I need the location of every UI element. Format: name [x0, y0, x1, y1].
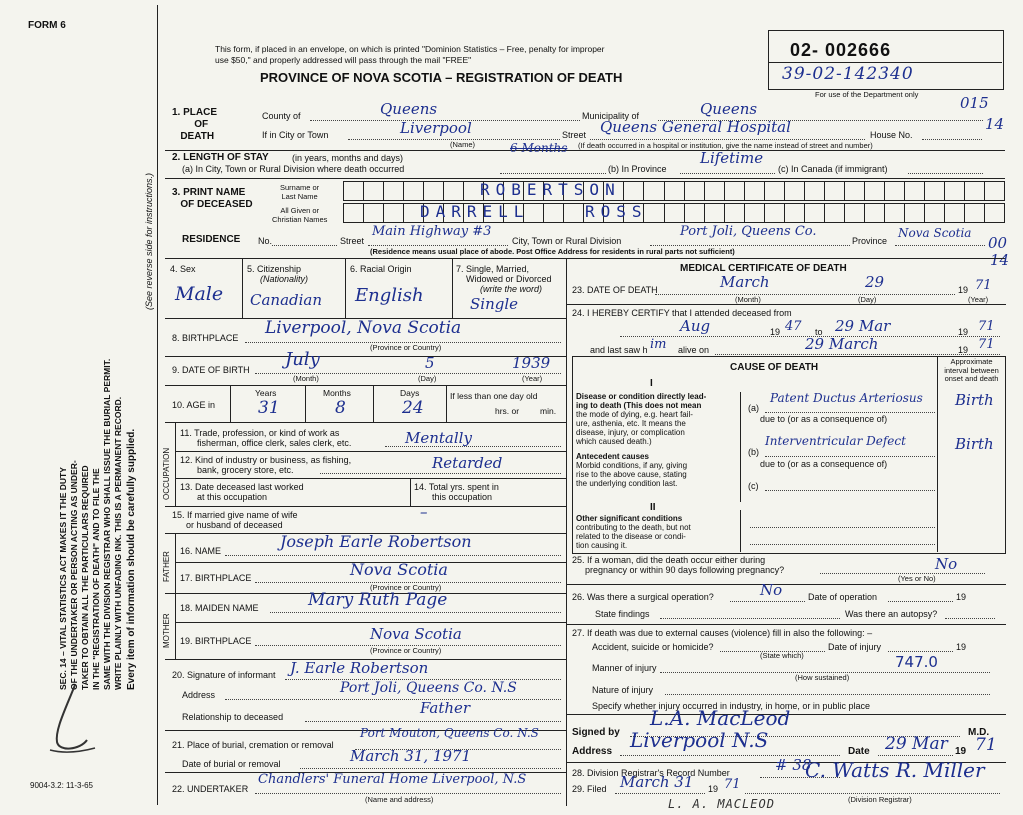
medical-title: MEDICAL CERTIFICATE OF DEATH	[680, 263, 847, 274]
racial-label: 6. Racial Origin	[350, 264, 412, 274]
municipality-label: Municipality of	[582, 111, 640, 121]
cause-a-label: (a)	[748, 403, 759, 413]
attend-from-year-prefix: 19	[770, 327, 781, 337]
residence-no-label: No.	[258, 236, 273, 246]
q25-label-b: pregnancy or within 90 days following pregnancy?	[585, 565, 785, 575]
occ12-value: Retarded	[432, 454, 503, 472]
death-month: March	[720, 273, 770, 291]
age-days: 24	[402, 398, 424, 418]
occ14-label-b: this occupation	[432, 492, 493, 502]
occ15-label-a: 15. If married give name of wife	[172, 510, 298, 520]
death-day-label: (Day)	[858, 295, 877, 304]
mother-birthplace: Nova Scotia	[370, 625, 462, 643]
cause-b-label: (b)	[748, 447, 759, 457]
residence-city-value: Port Joli, Queens Co.	[680, 224, 817, 239]
alive-date: 29 March	[805, 335, 879, 353]
burial-place-label: 21. Place of burial, cremation or removal	[172, 740, 334, 750]
stay-b-label: (b) In Province	[608, 164, 667, 174]
nature-label: Nature of injury	[592, 685, 654, 695]
county-label: County of	[262, 111, 301, 121]
q25-value: No	[935, 555, 958, 573]
date-injury-19: 19	[956, 642, 967, 652]
q26-value: No	[760, 581, 783, 599]
attend-from: Aug	[680, 317, 711, 335]
interval-label: Approximate interval between onset and death	[944, 357, 999, 383]
interval-b: Birth	[955, 435, 994, 453]
last-saw-hw: im	[650, 337, 667, 352]
surname-cells	[343, 181, 1005, 201]
signed-by-label: Signed by	[572, 727, 620, 738]
surname-label: Surname or Last Name	[280, 183, 320, 201]
marital-value: Single	[470, 295, 519, 313]
father-name: Joseph Earle Robertson	[280, 532, 472, 551]
municipality-value: Queens	[700, 100, 758, 118]
sex-label: 4. Sex	[170, 264, 196, 274]
given1-value: DARRELL	[420, 202, 530, 221]
marital-label-2: Widowed or Divorced	[466, 274, 552, 284]
father-bp-sub: (Province or Country)	[370, 583, 442, 592]
length-of-stay-label: 2. LENGTH OF STAY	[172, 152, 269, 163]
printed-name: L. A. MACLEOD	[668, 797, 775, 811]
age-days-label: Days	[400, 388, 420, 398]
burial-place: Port Mouton, Queens Co. N.S	[360, 726, 539, 740]
autopsy-label: Was there an autopsy?	[845, 609, 938, 619]
interval-a: Birth	[955, 391, 994, 409]
informant-address-label: Address	[182, 690, 216, 700]
burial-date-label: Date of burial or removal	[182, 759, 281, 769]
burial-date: March 31, 1971	[350, 747, 472, 765]
side-code-14: 14	[990, 251, 1010, 269]
signer: L.A. MacLeod	[650, 706, 791, 730]
undertaker-value: Chandlers' Funeral Home Liverpool, N.S	[258, 772, 527, 787]
q29-label: 29. Filed	[572, 784, 607, 794]
age-months-label: Months	[323, 388, 351, 398]
city-label: If in City or Town	[262, 130, 329, 140]
cause-title: CAUSE OF DEATH	[730, 362, 819, 373]
dob-label: 9. DATE OF BIRTH	[172, 365, 250, 375]
occ11-value: Mentally	[405, 429, 472, 447]
hrs-label: hrs. or	[495, 406, 520, 416]
informant-sig-label: 20. Signature of informant	[172, 670, 276, 680]
state-which-label: (State which)	[760, 651, 804, 660]
residence-street-value: Main Highway #3	[372, 224, 492, 239]
given2-value: ROSS	[585, 202, 648, 221]
certify-label: 24. I HEREBY CERTIFY that I attended deceased from	[572, 308, 792, 318]
sex-value: Male	[175, 283, 224, 305]
side-reverse-note: (See reverse side for instructions.)	[144, 172, 154, 310]
cause-a: Patent Ductus Arteriosus	[770, 391, 923, 405]
specify-label: Specify whether injury occurred in industry, in home, or in public place	[592, 701, 870, 711]
birthplace-value: Liverpool, Nova Scotia	[265, 318, 462, 338]
handwritten-mark-icon	[35, 680, 105, 760]
roman-1: I	[650, 378, 653, 389]
county-value: Queens	[380, 100, 438, 118]
father-side-label: FATHER	[162, 551, 171, 582]
dob-day: 5	[425, 354, 435, 372]
mother-birthplace-label: 19. BIRTHPLACE	[180, 636, 252, 646]
residence-city-label: City, Town or Rural Division	[512, 236, 622, 246]
stay-b-value: Lifetime	[700, 149, 764, 167]
form-number: FORM 6	[28, 20, 66, 31]
name-label: (Name)	[450, 140, 476, 149]
hospital-note: (If death occurred in a hospital or institution, give the name instead of street and number)	[578, 141, 873, 150]
citizenship-value: Canadian	[250, 291, 323, 309]
filed-year: 71	[724, 777, 741, 792]
attend-to-year-prefix: 19	[958, 327, 969, 337]
division-registrar-label: (Division Registrar)	[848, 795, 912, 804]
undertaker-sub: (Name and address)	[365, 795, 434, 804]
other-desc: Other significant conditions contributing to the death, but not related to the disease or condi- tion causing it.	[576, 514, 691, 550]
date-op-19: 19	[956, 592, 967, 602]
death-month-label: (Month)	[735, 295, 761, 304]
residence-province-label: Province	[852, 236, 888, 246]
form-title: PROVINCE OF NOVA SCOTIA – REGISTRATION OF DEATH	[260, 70, 623, 85]
house-label: House No.	[870, 130, 913, 140]
residence-province-value: Nova Scotia	[898, 226, 972, 240]
due-to-b: due to (or as a consequence of)	[760, 459, 888, 469]
due-to-a: due to (or as a consequence of)	[760, 414, 888, 424]
marital-label-3: (write the word)	[480, 284, 543, 294]
residence-label: RESIDENCE	[182, 234, 241, 245]
death-year-label: (Year)	[968, 295, 989, 304]
occ15-label-b: or husband of deceased	[186, 520, 283, 530]
occ12-label-b: bank, grocery store, etc.	[197, 465, 294, 475]
dept-use-label: For use of the Department only	[815, 90, 919, 99]
mother-maiden-label: 18. MAIDEN NAME	[180, 603, 259, 613]
citizenship-label: 5. Citizenship	[247, 264, 302, 274]
cause-b: Interventricular Defect	[765, 434, 906, 448]
alive-on-label: alive on	[678, 345, 710, 355]
mother-maiden: Mary Ruth Page	[308, 590, 448, 610]
age-years-label: Years	[255, 388, 277, 398]
residence-street-label: Street	[340, 236, 365, 246]
alive-year-prefix: 19	[958, 345, 969, 355]
death-day: 29	[865, 273, 885, 291]
date-op-label: Date of operation	[808, 592, 878, 602]
informant-address: Port Joli, Queens Co. N.S	[340, 680, 517, 696]
med-date-year: 71	[975, 735, 997, 755]
md-label: M.D.	[968, 727, 990, 738]
occ11-label-a: 11. Trade, profession, or kind of work as	[180, 428, 340, 438]
father-birthplace-label: 17. BIRTHPLACE	[180, 573, 252, 583]
side-instructions: SEC. 14 – VITAL STATISTICS ACT MAKES IT THE DUTY OF THE UNDERTAKER OR PERSON ACTING AS UNDER- TAKER TO OBTAIN ALL THE PARTICULARS REQUIRED IN THE "REGISTRATION OF DEATH" AND TO FILE THE SAME WITH THE DIVISION REGISTRAR WHO SHALL ISSUE THE BURIAL PERMIT. WRITE PLAINLY WITH UNFADING INK. THIS IS A PERMANENT RECORD. Every item of information should be carefully supplied.	[58, 358, 137, 690]
dob-year: 1939	[512, 354, 551, 372]
manner-label: Manner of injury	[592, 663, 657, 673]
given-label: All Given or Christian Names	[272, 206, 328, 224]
city-value: Liverpool	[400, 119, 472, 137]
stay-c-label: (c) In Canada (if immigrant)	[778, 164, 888, 174]
street-label: Street	[562, 130, 587, 140]
how-sustained-label: (How sustained)	[795, 673, 850, 682]
envelope-note-1: This form, if placed in an envelope, on which is printed "Dominion Statistics – Free, penalty for improper	[215, 44, 605, 54]
filed-year-prefix: 19	[708, 784, 719, 794]
filed-date: March 31	[620, 773, 694, 791]
alive-year: 71	[978, 337, 995, 352]
q28-label: 28. Division Registrar's Record Number	[572, 768, 730, 778]
left-margin-rule	[157, 5, 158, 805]
dob-day-label: (Day)	[418, 374, 437, 383]
age-label: 10. AGE in	[172, 400, 216, 410]
death-date-label: 23. DATE OF DEATH	[572, 285, 658, 295]
stay-a-label: (a) In City, Town or Rural Division where death occurred	[182, 164, 405, 174]
antecedent-desc: Antecedent causes Morbid conditions, if any, giving rise to the above cause, stating the underlying condition last.	[576, 452, 688, 488]
birthplace-sub: (Province or Country)	[370, 343, 442, 352]
med-date: 29 Mar	[885, 734, 948, 754]
residence-note: (Residence means usual place of abode. Post Office Address for residents in rural parts not sufficient)	[370, 247, 735, 256]
code-7470: 747.0	[895, 653, 938, 671]
attend-to-year: 71	[978, 319, 995, 334]
reg-number: 02- 002666	[790, 40, 892, 60]
med-address-label: Address	[572, 746, 613, 757]
undertaker-label: 22. UNDERTAKER	[172, 784, 249, 794]
yes-no-label: (Yes or No)	[898, 574, 936, 583]
death-year: 71	[975, 278, 992, 293]
disease-desc: Disease or condition directly lead- ing to death (This does not mean the mode of dying, e.g. heart fail- ure, asthenia, etc. It means the disease, injury, or complication which caused death.)	[576, 392, 707, 446]
age-years: 31	[258, 398, 280, 418]
length-of-stay-sub: (in years, months and days)	[292, 153, 404, 163]
dob-month: July	[285, 349, 320, 370]
code-14: 14	[985, 115, 1005, 133]
citizenship-sub: (Nationality)	[260, 274, 309, 284]
occ12-label-a: 12. Kind of industry or business, as fishing,	[180, 455, 352, 465]
q27-label: 27. If death was due to external causes (violence) fill in also the following: –	[572, 628, 873, 638]
med-date-year-prefix: 19	[955, 746, 967, 757]
age-months: 8	[335, 398, 346, 418]
dob-month-label: (Month)	[293, 374, 319, 383]
deceased-name-label: 3. PRINT NAME OF DECEASED	[172, 187, 253, 210]
occ11-label-b: fisherman, office clerk, sales clerk, etc.	[197, 438, 352, 448]
registrar-signature: C. Watts R. Miller	[805, 758, 985, 782]
envelope-note-2: use $50," and properly addressed will pass through the mail "FREE"	[215, 55, 472, 65]
occ13-label-b: at this occupation	[197, 492, 268, 502]
side-code-00: 00	[988, 234, 1008, 252]
informant-rel-label: Relationship to deceased	[182, 712, 284, 722]
state-findings-label: State findings	[595, 609, 650, 619]
less-than-day-label: If less than one day old	[450, 391, 538, 401]
med-address: Liverpool N.S	[630, 728, 769, 752]
code-015: 015	[960, 94, 989, 112]
last-saw-label: and last saw h	[590, 345, 648, 355]
informant-rel: Father	[420, 699, 471, 717]
racial-value: English	[355, 285, 424, 306]
q25-label-a: 25. If a woman, did the death occur either during	[572, 555, 766, 565]
med-date-label: Date	[848, 746, 870, 757]
dob-year-label: (Year)	[522, 374, 543, 383]
occ14-label-a: 14. Total yrs. spent in	[414, 482, 499, 492]
informant-signature: J. Earle Robertson	[290, 659, 429, 677]
place-of-death-label: 1. PLACE OF DEATH	[172, 107, 218, 142]
footer-code: 9004-3.2: 11-3-65	[30, 781, 94, 790]
min-label: min.	[540, 406, 557, 416]
mother-side-label: MOTHER	[162, 613, 171, 648]
surname-value: ROBERTSON	[480, 180, 621, 199]
roman-2: II	[650, 502, 656, 513]
occ15-value: –	[420, 503, 428, 521]
occ13-label-a: 13. Date deceased last worked	[180, 482, 304, 492]
street-value: Queens General Hospital	[600, 118, 791, 136]
date-injury-label: Date of injury	[828, 642, 882, 652]
death-year-prefix: 19	[958, 285, 969, 295]
attend-to: 29 Mar	[835, 317, 891, 335]
attend-from-year: 47	[785, 319, 802, 334]
stay-a-value: 6 Months	[510, 141, 568, 155]
father-name-label: 16. NAME	[180, 546, 222, 556]
mother-bp-sub: (Province or Country)	[370, 646, 442, 655]
q26-label: 26. Was there a surgical operation?	[572, 592, 714, 602]
q28-value: # 38	[775, 756, 812, 774]
birthplace-label: 8. BIRTHPLACE	[172, 333, 239, 343]
attend-to-label: to	[815, 327, 823, 337]
reg-number-handwritten: 39-02-142340	[782, 64, 914, 84]
father-birthplace: Nova Scotia	[350, 560, 448, 579]
marital-label-1: 7. Single, Married,	[456, 264, 530, 274]
occupation-side-label: OCCUPATION	[162, 447, 171, 500]
cause-c-label: (c)	[748, 481, 759, 491]
accident-label: Accident, suicide or homicide?	[592, 642, 714, 652]
